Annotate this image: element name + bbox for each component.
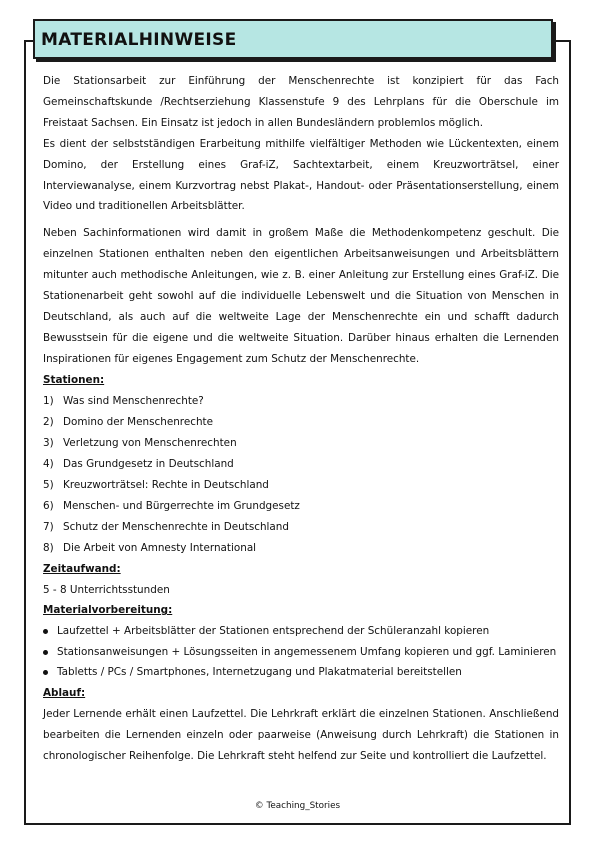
list-item bbox=[43, 433, 559, 454]
list-label: Was sind Menschenrechte? bbox=[63, 394, 204, 407]
list-label: Stationsanweisungen + Lösungsseiten in angemessenem Umfang kopieren und ggf. Laminieren bbox=[57, 645, 557, 658]
intro-paragraph-3: Neben Sachinformationen wird damit in großem Maße die Methodenkompetenz geschult. Die einzelnen Stationen enthalten neben den eigentlichen Arbeitsanweisungen und Arbeitsblättern mitunter auch methodische Anleitungen, wie z. B. einer Anleitung zur Erstellung eines Graf-iZ. Die Stationenarbeit geht sowohl auf die individuelle Lebenswelt und die Situation von Menschen in Deutschland, als auch auf die weltweite Lage der Menschenrechte ein und schafft dadurch Bewusstsein für die eigene und die weltweite Situation. Darüber hinaus erhalten die Lernenden Inspirationen für eigenes Engagement zum Schutz der Menschenrechte. bbox=[43, 227, 559, 365]
stationen-list bbox=[43, 391, 559, 559]
list-number: 5) bbox=[43, 478, 54, 491]
page-title: MATERIALHINWEISE bbox=[41, 30, 237, 50]
list-item bbox=[43, 475, 559, 496]
list-number: 3) bbox=[43, 436, 54, 449]
list-item bbox=[43, 662, 559, 683]
title-banner bbox=[33, 19, 553, 59]
materialvorbereitung-heading: Materialvorbereitung: bbox=[43, 604, 173, 617]
ablauf-text: Jeder Lernende erhält einen Laufzettel. Die Lehrkraft erklärt die einzelnen Stationen. Anschließend bearbeiten die Lernenden einzeln oder paarweise (Anweisung durch Lehrkraft) die Stationen in chronologischer Reihenfolge. Die Lehrkraft steht helfend zur Seite und kontrolliert die Laufzettel. bbox=[43, 707, 559, 762]
list-item bbox=[43, 621, 559, 642]
list-item bbox=[43, 412, 559, 433]
ablauf-heading: Ablauf: bbox=[43, 686, 86, 699]
list-label: Verletzung von Menschenrechten bbox=[63, 436, 237, 449]
bullet-icon bbox=[43, 650, 48, 655]
content-area bbox=[43, 71, 559, 766]
list-number: 7) bbox=[43, 520, 54, 533]
list-item bbox=[43, 391, 559, 412]
bullet-icon bbox=[43, 670, 48, 675]
list-number: 8) bbox=[43, 541, 54, 554]
list-label: Tabletts / PCs / Smartphones, Internetzugang und Plakatmaterial bereitstellen bbox=[57, 666, 462, 679]
list-item bbox=[43, 642, 559, 663]
list-label: Laufzettel + Arbeitsblätter der Stationen entsprechend der Schüleranzahl kopieren bbox=[57, 625, 490, 638]
zeitaufwand-heading: Zeitaufwand: bbox=[43, 562, 121, 575]
bullet-icon bbox=[43, 629, 48, 634]
list-number: 2) bbox=[43, 415, 54, 428]
list-label: Kreuzworträtsel: Rechte in Deutschland bbox=[63, 478, 269, 491]
materialvorbereitung-list bbox=[43, 621, 559, 683]
list-label: Menschen- und Bürgerrechte im Grundgesetz bbox=[63, 499, 300, 512]
intro-paragraph-1: Die Stationsarbeit zur Einführung der Menschenrechte ist konzipiert für das Fach Gemeinschaftskunde /Rechtserziehung Klassenstufe 9 des Lehrplans für die Oberschule im Freistaat Sachsen. Ein Einsatz ist jedoch in allen Bundesländern problemlos möglich. bbox=[43, 75, 559, 129]
list-label: Schutz der Menschenrechte in Deutschland bbox=[63, 520, 289, 533]
list-label: Domino der Menschenrechte bbox=[63, 415, 214, 428]
list-label: Die Arbeit von Amnesty International bbox=[63, 541, 257, 554]
list-label: Das Grundgesetz in Deutschland bbox=[63, 457, 234, 470]
intro-paragraph-2: Es dient der selbstständigen Erarbeitung mithilfe vielfältiger Methoden wie Lückentexten, einem Domino, der Erstellung eines Graf-iZ, Sachtextarbeit, einem Kreuzworträtsel, einer Interviewanalyse, einem Kurzvortrag nebst Plakat-, Handout- oder Präsentationserstellung, einem Video und traditionellen Arbeitsblätter. bbox=[43, 137, 559, 213]
list-item bbox=[43, 517, 559, 538]
stationen-heading: Stationen: bbox=[43, 373, 105, 386]
list-item bbox=[43, 454, 559, 475]
copyright-footer: © Teaching_Stories bbox=[254, 801, 341, 811]
list-number: 6) bbox=[43, 499, 54, 512]
list-number: 4) bbox=[43, 457, 54, 470]
zeitaufwand-text: 5 - 8 Unterrichtsstunden bbox=[43, 583, 170, 596]
list-item bbox=[43, 538, 559, 559]
list-item bbox=[43, 496, 559, 517]
list-number: 1) bbox=[43, 394, 54, 407]
